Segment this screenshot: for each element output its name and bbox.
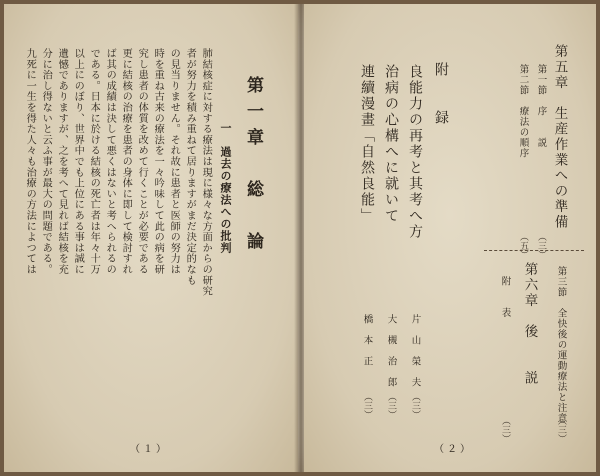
toc-section: 第二節 療法の順序: [517, 64, 529, 159]
section-heading: 一 過去の療法への批判: [219, 122, 232, 254]
toc-page-ref: （三）: [410, 392, 420, 419]
toc-index: 附 表: [499, 276, 511, 318]
body-column: 以上にのぼり、世界中でも上位にある事は誠に: [72, 48, 84, 275]
body-column: である。日本に於ける結核の死亡者は年々十万: [88, 48, 100, 275]
toc-page-ref: （三）: [386, 392, 396, 419]
chapter-heading: 第一章 総 論: [243, 76, 263, 258]
toc-author: 橋 本 正: [361, 314, 373, 367]
body-column: 更に結核の治療を患者の身体に即して検討すれ: [120, 48, 132, 275]
toc-chapter-5: 第五章 生産作業への準備: [551, 44, 568, 230]
toc-page-ref: （三）: [362, 392, 372, 419]
toc-chapter-6: 第六章 後 説: [521, 262, 538, 386]
toc-entry: 連續漫畫「自然良能」: [359, 64, 375, 224]
toc-page-ref: （三）: [556, 416, 566, 443]
toc-page-ref: （三）: [500, 416, 510, 443]
body-column: 時を重ね古来の療法を一々吟味して此の病を研: [152, 48, 164, 275]
body-column: 者が努力を積み重ねて居りますがまだ決定的なも: [184, 48, 196, 286]
book-spread: [4, 4, 596, 472]
toc-page-ref: （五）: [518, 232, 528, 259]
toc-author: 大 槻 治 郎: [385, 314, 397, 388]
toc-page-ref: （三）: [536, 232, 546, 259]
toc-entry: 良能力の再考と其考へ方: [407, 64, 423, 240]
toc-section: 第一節 序 説: [535, 64, 547, 148]
body-column: 究し患者の体質を改めて行くことが必要である: [136, 48, 148, 275]
body-column: の見当りません。それ故に患者と医師の努力は: [168, 48, 180, 275]
page-number: （２）: [434, 444, 473, 455]
body-column: 肺結核症に対する療法は現に様々な方面からの研究: [200, 48, 212, 297]
page-number: （１）: [130, 444, 169, 455]
toc-author: 片 山 榮 夫: [409, 314, 421, 388]
toc-divider: [484, 250, 584, 251]
toc-section: 第三節 全快後の運動療法と注意: [555, 266, 567, 424]
body-column: ば其の成績は決して悪くはないと考へられるの: [104, 48, 116, 275]
body-column: 分に治し得ないと云ふ事が最大の問題である。: [40, 48, 52, 275]
left-page: [4, 4, 298, 472]
right-page: [304, 4, 596, 472]
body-column: 九死に一生を得た人々も治療の方法によつては: [24, 48, 36, 275]
body-column: 遺憾でありますが、之を考へて見れば結核を充: [56, 48, 68, 275]
toc-entry: 治病の心構へに就いて: [383, 64, 399, 224]
toc-appendix-heading: 附 録: [433, 62, 449, 126]
